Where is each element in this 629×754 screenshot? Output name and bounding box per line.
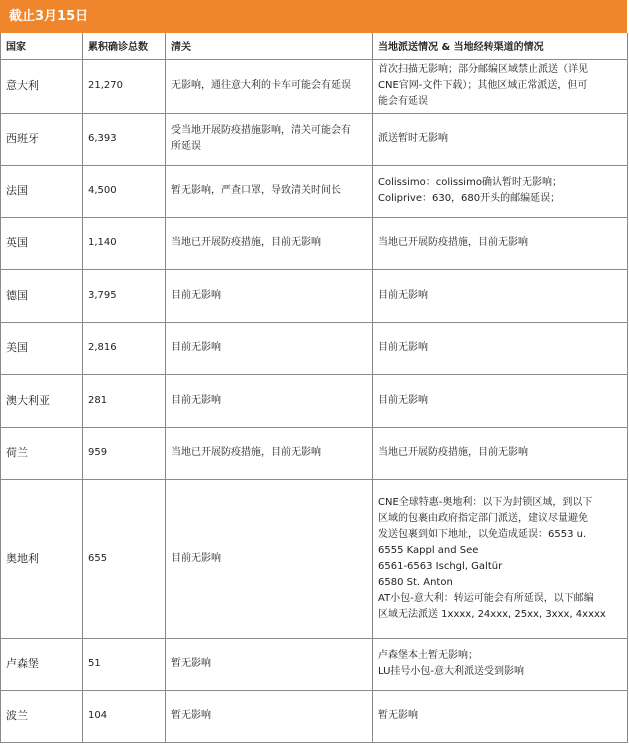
header-row (1, 33, 628, 59)
delivery-cell (373, 217, 628, 269)
clearance-cell (166, 113, 373, 165)
country-cell: 波兰 (1, 690, 83, 742)
delivery-text-line: 能会有延误 (378, 96, 428, 107)
delivery-text-line: 6555 Kappl and See (378, 544, 479, 556)
delivery-text-line: 6561-6563 Ischgl, Galtür (378, 560, 503, 572)
country-cell: 美国 (1, 322, 83, 374)
table-row (1, 374, 628, 427)
clearance-cell (166, 269, 373, 322)
country-cell: 奥地利 (1, 479, 83, 638)
clearance-cell (166, 165, 373, 217)
table-row (1, 113, 628, 165)
delivery-cell (373, 638, 628, 690)
clearance-cell (166, 479, 373, 638)
country-cell: 意大利 (1, 59, 83, 113)
cases-cell: 655 (83, 479, 166, 638)
delivery-text-line: CNE全球特惠-奥地利：以下为封锁区域，到以下 (378, 496, 593, 508)
clearance-text-line: 目前无影响 (171, 552, 221, 564)
table-row (1, 427, 628, 479)
clearance-cell (166, 322, 373, 374)
header-country: 国家 (1, 33, 83, 59)
country-cell: 法国 (1, 165, 83, 217)
delivery-cell (373, 690, 628, 742)
country-cell: 澳大利亚 (1, 374, 83, 427)
cases-cell: 4,500 (83, 165, 166, 217)
delivery-text-line: 目前无影响 (378, 289, 428, 301)
delivery-text-line: Coliprive：630，680开头的邮编延误； (378, 193, 561, 204)
header-clearance: 清关 (166, 33, 373, 59)
delivery-cell (373, 427, 628, 479)
clearance-text-line: 所延误 (171, 141, 201, 152)
clearance-cell (166, 217, 373, 269)
delivery-cell (373, 59, 628, 113)
clearance-text-line: 当地已开展防疫措施，目前无影响 (171, 447, 321, 458)
table-row (1, 165, 628, 217)
table-row (1, 269, 628, 322)
delivery-text-line: 发送包裹到如下地址，以免造成延误：6553 u. (378, 528, 587, 540)
delivery-cell (373, 165, 628, 217)
delivery-text-line: 目前无影响 (378, 394, 428, 406)
country-cell: 卢森堡 (1, 638, 83, 690)
delivery-text-line: 派送暂时无影响 (378, 133, 448, 144)
header-delivery: 当地派送情况 & 当地经转渠道的情况 (373, 33, 628, 59)
delivery-text-line: AT小包-意大利：转运可能会有所延误，以下邮编 (378, 592, 594, 604)
delivery-text-line: 当地已开展防疫措施，目前无影响 (378, 447, 528, 458)
delivery-cell (373, 479, 628, 638)
clearance-cell (166, 374, 373, 427)
delivery-cell (373, 322, 628, 374)
cases-cell: 104 (83, 690, 166, 742)
clearance-text-line: 无影响，通往意大利的卡车可能会有延误 (171, 80, 351, 91)
cases-cell: 2,816 (83, 322, 166, 374)
delivery-cell (373, 113, 628, 165)
clearance-text-line: 目前无影响 (171, 342, 221, 353)
clearance-text-line: 暂无影响 (171, 658, 211, 669)
table-row (1, 690, 628, 742)
country-cell: 英国 (1, 217, 83, 269)
clearance-text-line: 目前无影响 (171, 289, 221, 301)
cases-cell: 959 (83, 427, 166, 479)
delivery-text-line: 区域的包裹由政府指定部门派送，建议尽量避免 (378, 512, 588, 524)
country-cell: 德国 (1, 269, 83, 322)
clearance-text-line: 目前无影响 (171, 394, 221, 406)
country-cell: 荷兰 (1, 427, 83, 479)
delivery-text-line: Colissimo：colissimo确认暂时无影响； (378, 177, 562, 188)
delivery-text-line: 卢森堡本土暂无影响； (378, 650, 478, 661)
status-table (0, 33, 628, 743)
clearance-text-line: 受当地开展防疫措施影响，清关可能会有 (171, 125, 351, 136)
delivery-text-line: 目前无影响 (378, 342, 428, 353)
delivery-text-line: 6580 St. Anton (378, 576, 453, 588)
table-row (1, 479, 628, 638)
clearance-text-line: 当地已开展防疫措施，目前无影响 (171, 237, 321, 248)
cases-cell: 6,393 (83, 113, 166, 165)
table-row (1, 217, 628, 269)
clearance-text-line: 暂无影响 (171, 710, 211, 721)
cases-cell: 281 (83, 374, 166, 427)
cases-cell: 3,795 (83, 269, 166, 322)
table-row (1, 638, 628, 690)
cases-cell: 51 (83, 638, 166, 690)
clearance-cell (166, 638, 373, 690)
delivery-cell (373, 374, 628, 427)
delivery-text-line: 首次扫描无影响；部分邮编区域禁止派送（详见 (378, 64, 588, 75)
clearance-cell (166, 59, 373, 113)
delivery-text-line: LU挂号小包-意大利派送受到影响 (378, 666, 525, 677)
delivery-text-line: 当地已开展防疫措施，目前无影响 (378, 237, 528, 248)
delivery-text-line: 暂无影响 (378, 710, 418, 721)
clearance-text-line: 暂无影响，严查口罩，导致清关时间长 (171, 185, 341, 196)
country-cell: 西班牙 (1, 113, 83, 165)
delivery-text-line: 区域无法派送 1xxxx, 24xxx, 25xx, 3xxx, 4xxxx (378, 608, 606, 620)
cases-cell: 1,140 (83, 217, 166, 269)
delivery-text-line: CNE官网-文件下载）；其他区域正常派送，但可 (378, 80, 588, 91)
table-body (1, 59, 628, 742)
clearance-cell (166, 427, 373, 479)
cases-cell: 21,270 (83, 59, 166, 113)
clearance-cell (166, 690, 373, 742)
table-row (1, 59, 628, 113)
table-row (1, 322, 628, 374)
header-cases: 累积确诊总数 (83, 33, 166, 59)
delivery-cell (373, 269, 628, 322)
sheet-title: 截止3月15日 (0, 0, 627, 33)
